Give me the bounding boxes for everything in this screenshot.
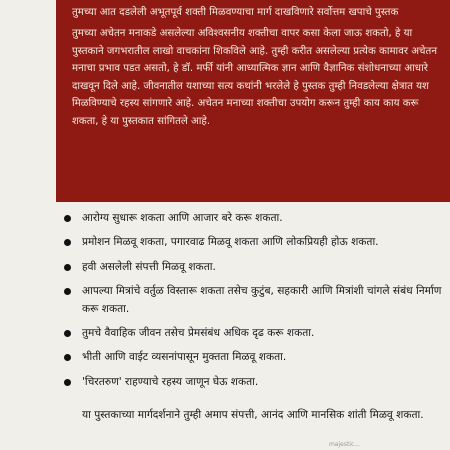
list-item (56, 325, 446, 342)
benefit-text: आरोग्य सुधारू शकता आणि आजार बरे करू शकता. (82, 212, 283, 224)
benefit-text: प्रमोशन मिळवू शकता, पगारवाढ मिळवू शकता आणि लोकप्रियही होऊ शकता. (82, 236, 379, 249)
list-item (56, 374, 446, 391)
benefit-text: भीती आणि वाईट व्यसनांपासून मुक्तता मिळवू शकता. (82, 351, 287, 364)
list-item (56, 349, 446, 366)
bullet-icon (64, 330, 71, 337)
bullet-icon (64, 354, 71, 361)
bullet-icon (64, 239, 71, 246)
bullet-icon (64, 264, 71, 271)
book-description: तुमच्या अचेतन मनाकडे असलेल्या अविश्‍वसनीय शक्तीचा वापर कसा केला जाऊ शकतो, हे या पुस्तकाने जगभरातील लाखो वाचकांना शिकविले आहे. तुम्ही करीत असलेल्या प्रत्येक कामावर अचेतन मनाचा प्रभाव पडत असतो, हे डॉ. मर्फी यांनी आध्यात्मिक ज्ञान आणि वैज्ञानिक संशोधनाच्या आधारे दाखवून दिले आहे. जीवनातील यशाच्या सत्य कथांनी भरलेले हे पुस्तक तुम्ही निवडलेल्या क्षेत्रात यश मिळविण्याचे रहस्य सांगणारे आहे. अचेतन मनाच्या शक्तीचा उपयोग करून तुम्ही काय काय करू शकता, हे या पुस्तकात सांगितले आहे. (72, 28, 437, 127)
list-item (56, 210, 446, 227)
list-item (56, 259, 446, 276)
blurb-panel (56, 0, 450, 202)
list-item (56, 283, 446, 318)
watermark: majestic... (328, 441, 360, 448)
benefits-list (56, 210, 446, 398)
benefit-text: तुमचे वैवाहिक जीवन तसेच प्रेमसंबंध अधिक दृढ करू शकता. (82, 327, 315, 340)
closing-statement: या पुस्तकाच्या मार्गदर्शनाने तुम्ही अमाप संपत्ती, आनंद आणि मानसिक शांती मिळवू शकता. (82, 409, 424, 421)
benefit-text: आपल्या मित्रांचे वर्तुळ विस्तारू शकता तसेच कुटुंब, सहकारी आणि मित्रांशी चांगले संबंध निर्माण करू शकता. (82, 285, 442, 315)
bullet-icon (64, 288, 71, 295)
list-item (56, 234, 446, 251)
benefit-text: हवी असलेली संपत्ती मिळवू शकता. (82, 260, 216, 273)
tagline: तुमच्या आत दडलेली अभूतपूर्व शक्ती मिळवण्याचा मार्ग दाखविणारे सर्वोत्तम खपाचे पुस्तक (72, 7, 399, 18)
bullet-icon (64, 215, 71, 222)
bullet-icon (64, 379, 71, 386)
page-left-margin (0, 0, 56, 450)
benefit-text: 'चिरतरुण' राहण्याचे रहस्य जाणून घेऊ शकता. (82, 375, 259, 388)
